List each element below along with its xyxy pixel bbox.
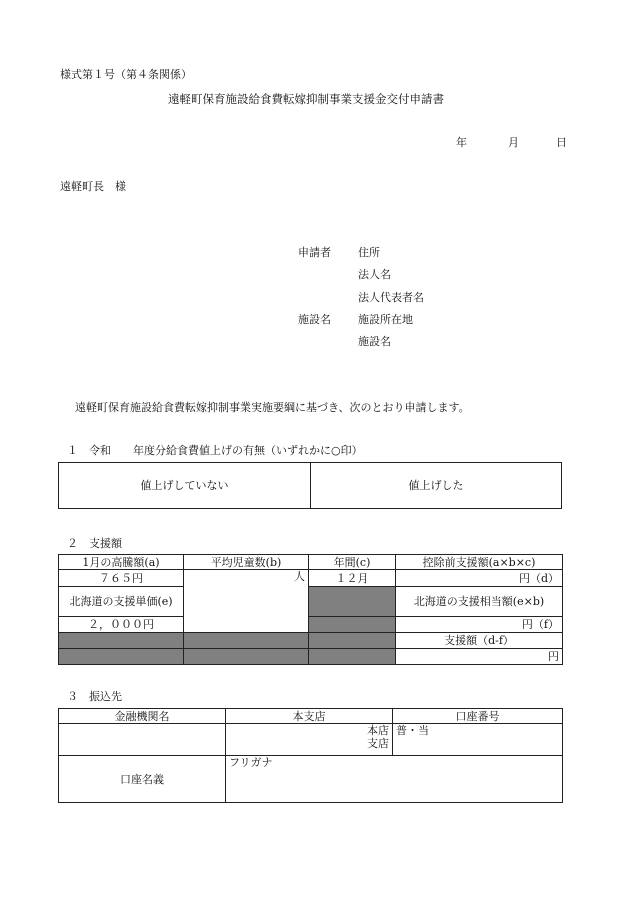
option-raised[interactable]: 値上げした — [311, 463, 562, 509]
facility-location-label: 施設所在地 — [358, 313, 413, 326]
header-bank: 金融機関名 — [59, 709, 226, 724]
gray-cell — [59, 649, 184, 665]
gray-cell — [309, 633, 396, 649]
date-day: 日 — [556, 136, 567, 149]
label-e: 北海道の支援単価(e) — [59, 587, 184, 617]
gray-cell — [59, 633, 184, 649]
total-value[interactable]: 円 — [396, 649, 563, 665]
value-e: ２，０００円 — [59, 617, 184, 633]
furigana-label: フリガナ — [229, 756, 273, 769]
value-c: １２月 — [309, 570, 396, 587]
section2-heading: ２ 支援額 — [67, 537, 122, 550]
gray-cell — [309, 587, 396, 617]
header-b: 平均児童数(b) — [184, 555, 309, 570]
form-title: 遠軽町保育施設給食費転嫁抑制事業支援金交付申請書 — [168, 92, 444, 106]
main-branch-label: 本店 — [367, 724, 389, 737]
option-not-raised[interactable]: 値上げしていない — [59, 463, 311, 509]
bank-name-field[interactable] — [59, 724, 226, 756]
gray-cell — [184, 649, 309, 665]
body-text: 遠軽町保育施設給食費転嫁抑制事業実施要綱に基づき、次のとおり申請します。 — [75, 401, 470, 414]
value-f[interactable]: 円（f） — [396, 617, 563, 633]
section2-table — [58, 554, 563, 665]
gray-cell — [309, 617, 396, 633]
total-label: 支援額（d-f） — [396, 633, 563, 649]
label-f: 北海道の支援相当額(e×b) — [396, 587, 563, 617]
header-c: 年間(c) — [309, 555, 396, 570]
facility-label: 施設名 — [298, 313, 331, 326]
applicant-label: 申請者 — [298, 246, 331, 259]
section3-heading: ３ 振込先 — [67, 690, 122, 703]
account-holder-label: 口座名義 — [59, 756, 226, 803]
gray-cell — [184, 633, 309, 649]
value-d[interactable]: 円（d） — [396, 570, 563, 587]
value-a: ７６５円 — [59, 570, 184, 587]
value-b[interactable]: 人 — [184, 570, 309, 633]
form-number: 様式第１号（第４条関係） — [60, 68, 192, 81]
account-holder-field[interactable] — [226, 756, 563, 803]
account-number-field[interactable] — [393, 724, 563, 756]
facility-name-label: 施設名 — [358, 335, 391, 348]
header-a: 1月の高騰額(a) — [59, 555, 184, 570]
section1-heading: １ 令和 年度分給食費値上げの有無（いずれかに○印） — [67, 444, 363, 457]
gray-cell — [309, 649, 396, 665]
section1-table — [58, 462, 562, 509]
header-d: 控除前支援額(a×b×c) — [396, 555, 563, 570]
corp-name-label: 法人名 — [358, 268, 391, 281]
branch-field[interactable] — [226, 724, 393, 756]
representative-label: 法人代表者名 — [358, 291, 424, 304]
header-account: 口座番号 — [393, 709, 563, 724]
address-label: 住所 — [358, 246, 380, 259]
date-month: 月 — [508, 136, 519, 149]
section3-table — [58, 708, 563, 803]
account-type-label: 普・当 — [396, 724, 429, 737]
header-branch: 本支店 — [226, 709, 393, 724]
date-year: 年 — [456, 136, 467, 149]
sub-branch-label: 支店 — [367, 737, 389, 750]
addressee: 遠軽町長 様 — [60, 180, 126, 193]
